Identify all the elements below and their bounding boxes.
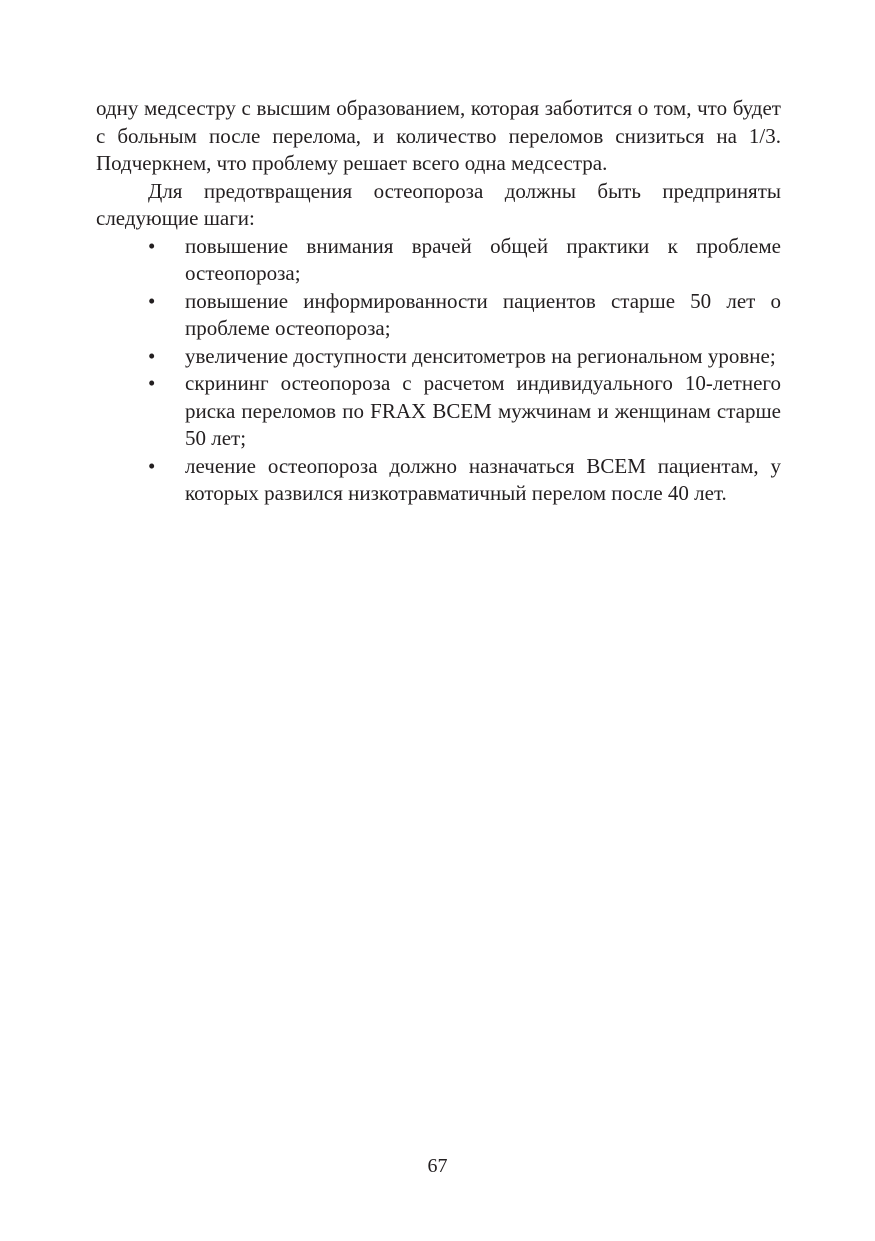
list-item-text: увеличение доступности денситометров на региональном уровне; xyxy=(185,343,776,368)
list-item-text: повышение информированности пациентов старше 50 лет о проблеме остеопороза; xyxy=(185,288,781,340)
list-item-text: лечение остеопороза должно назначаться ВСЕМ пациентам, у которых развился низкотравматичный перелом после 40 лет. xyxy=(185,453,781,505)
bullet-icon: • xyxy=(148,343,156,368)
bullet-icon: • xyxy=(148,453,156,478)
list-item xyxy=(148,288,781,343)
intro-paragraph: одну медсестру с высшим образованием, которая заботится о том, что будет с больным после перелома, и количество переломов снизиться на 1/3. Подчеркнем, что проблему решает всего одна медсестра. xyxy=(96,96,781,175)
list-item-text: скрининг остеопороза с расчетом индивидуального 10-летнего риска переломов по FRAX ВСЕМ мужчинам и женщинам старше 50 лет; xyxy=(185,371,781,450)
list-item xyxy=(148,370,781,453)
list-item xyxy=(148,343,781,371)
prevention-steps-list xyxy=(96,233,781,508)
page-number: 67 xyxy=(427,1155,448,1177)
bullet-icon: • xyxy=(148,371,156,395)
lead-paragraph: Для предотвращения остеопороза должны быть предприняты следующие шаги: xyxy=(96,178,781,230)
list-item xyxy=(148,453,781,508)
bullet-icon: • xyxy=(148,288,156,313)
list-item xyxy=(148,233,781,288)
bullet-icon: • xyxy=(148,233,156,258)
body-text xyxy=(96,95,781,508)
list-item-text: повышение внимания врачей общей практики к проблеме остеопороза; xyxy=(185,233,781,285)
